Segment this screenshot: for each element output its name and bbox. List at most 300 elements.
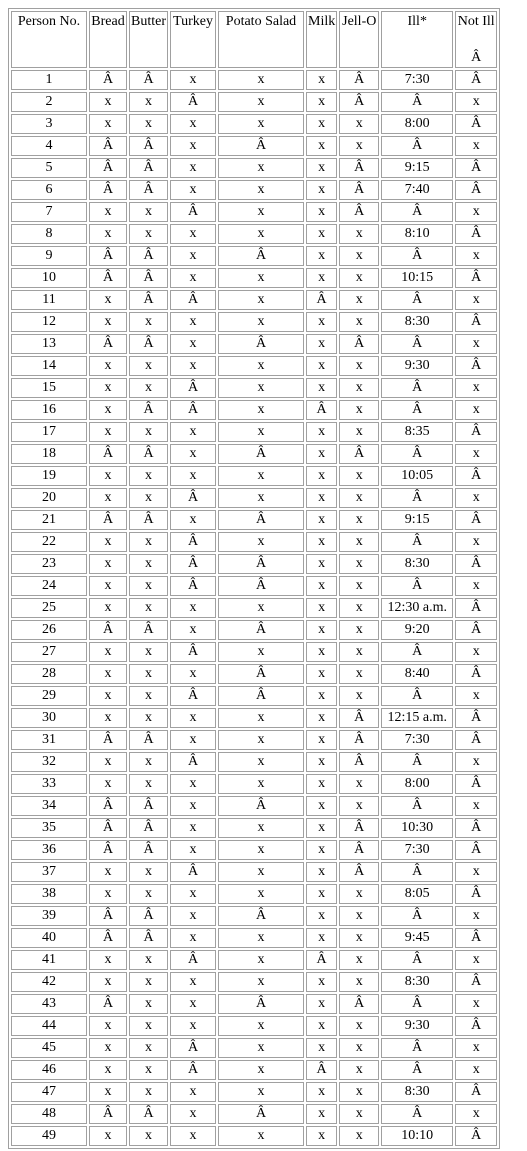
- cell-butter: Â: [129, 290, 168, 310]
- cell-turkey: x: [170, 70, 216, 90]
- cell-bread: x: [89, 554, 127, 574]
- cell-bread: x: [89, 1016, 127, 1036]
- cell-milk: x: [306, 796, 337, 816]
- col-header-not-ill-symbol: Â: [471, 50, 482, 65]
- cell-person-no: 31: [11, 730, 87, 750]
- cell-turkey: Â: [170, 1060, 216, 1080]
- cell-potato-salad: Â: [218, 510, 304, 530]
- cell-not-ill: x: [455, 752, 497, 772]
- table-row: [11, 400, 497, 420]
- cell-milk: x: [306, 884, 337, 904]
- cell-milk: x: [306, 444, 337, 464]
- cell-person-no: 1: [11, 70, 87, 90]
- cell-jello: x: [339, 356, 379, 376]
- cell-turkey: x: [170, 620, 216, 640]
- cell-butter: x: [129, 422, 168, 442]
- cell-person-no: 16: [11, 400, 87, 420]
- table-row: [11, 246, 497, 266]
- cell-potato-salad: x: [218, 950, 304, 970]
- table-row: [11, 686, 497, 706]
- cell-milk: x: [306, 334, 337, 354]
- cell-ill: 8:00: [381, 774, 453, 794]
- cell-jello: x: [339, 114, 379, 134]
- cell-person-no: 23: [11, 554, 87, 574]
- cell-milk: x: [306, 818, 337, 838]
- cell-ill: 8:35: [381, 422, 453, 442]
- cell-jello: x: [339, 378, 379, 398]
- cell-jello: Â: [339, 840, 379, 860]
- cell-jello: x: [339, 774, 379, 794]
- cell-person-no: 20: [11, 488, 87, 508]
- cell-bread: x: [89, 114, 127, 134]
- cell-person-no: 17: [11, 422, 87, 442]
- cell-ill: 8:00: [381, 114, 453, 134]
- cell-turkey: Â: [170, 532, 216, 552]
- cell-person-no: 30: [11, 708, 87, 728]
- cell-milk: x: [306, 906, 337, 926]
- cell-person-no: 47: [11, 1082, 87, 1102]
- cell-bread: Â: [89, 928, 127, 948]
- cell-potato-salad: Â: [218, 1104, 304, 1124]
- cell-jello: x: [339, 1104, 379, 1124]
- table-row: [11, 928, 497, 948]
- cell-milk: x: [306, 158, 337, 178]
- cell-potato-salad: Â: [218, 686, 304, 706]
- cell-potato-salad: x: [218, 752, 304, 772]
- table-row: [11, 444, 497, 464]
- cell-jello: x: [339, 488, 379, 508]
- cell-potato-salad: x: [218, 1016, 304, 1036]
- cell-butter: x: [129, 774, 168, 794]
- cell-turkey: x: [170, 774, 216, 794]
- table-row: [11, 136, 497, 156]
- table-row: [11, 466, 497, 486]
- table-row: [11, 1104, 497, 1124]
- cell-not-ill: x: [455, 92, 497, 112]
- cell-not-ill: Â: [455, 708, 497, 728]
- cell-not-ill: Â: [455, 422, 497, 442]
- cell-potato-salad: x: [218, 928, 304, 948]
- cell-milk: x: [306, 1082, 337, 1102]
- cell-turkey: x: [170, 356, 216, 376]
- cell-person-no: 33: [11, 774, 87, 794]
- cell-jello: Â: [339, 752, 379, 772]
- cell-milk: x: [306, 488, 337, 508]
- cell-person-no: 35: [11, 818, 87, 838]
- cell-turkey: x: [170, 510, 216, 530]
- cell-not-ill: x: [455, 488, 497, 508]
- cell-bread: Â: [89, 1104, 127, 1124]
- cell-butter: x: [129, 356, 168, 376]
- cell-not-ill: x: [455, 642, 497, 662]
- cell-not-ill: Â: [455, 664, 497, 684]
- cell-jello: x: [339, 642, 379, 662]
- cell-ill: 10:15: [381, 268, 453, 288]
- cell-ill: 12:30 a.m.: [381, 598, 453, 618]
- cell-milk: x: [306, 136, 337, 156]
- cell-person-no: 49: [11, 1126, 87, 1146]
- cell-person-no: 2: [11, 92, 87, 112]
- cell-not-ill: x: [455, 334, 497, 354]
- cell-ill: Â: [381, 906, 453, 926]
- cell-potato-salad: x: [218, 774, 304, 794]
- cell-milk: x: [306, 224, 337, 244]
- cell-ill: 8:30: [381, 312, 453, 332]
- cell-butter: Â: [129, 840, 168, 860]
- cell-ill: Â: [381, 950, 453, 970]
- cell-ill: 9:30: [381, 356, 453, 376]
- cell-turkey: x: [170, 114, 216, 134]
- cell-bread: x: [89, 1038, 127, 1058]
- cell-bread: x: [89, 488, 127, 508]
- cell-butter: x: [129, 114, 168, 134]
- cell-jello: x: [339, 224, 379, 244]
- cell-not-ill: Â: [455, 840, 497, 860]
- cell-jello: Â: [339, 202, 379, 222]
- cell-jello: x: [339, 268, 379, 288]
- cell-person-no: 38: [11, 884, 87, 904]
- cell-milk: x: [306, 246, 337, 266]
- cell-ill: Â: [381, 444, 453, 464]
- cell-turkey: x: [170, 1016, 216, 1036]
- col-header-jello: Jell-O: [339, 11, 379, 68]
- table-body: [11, 70, 497, 1146]
- cell-milk: x: [306, 1104, 337, 1124]
- cell-jello: x: [339, 620, 379, 640]
- cell-ill: 8:30: [381, 1082, 453, 1102]
- cell-bread: Â: [89, 246, 127, 266]
- cell-milk: x: [306, 664, 337, 684]
- cell-bread: Â: [89, 334, 127, 354]
- table-row: [11, 224, 497, 244]
- cell-potato-salad: Â: [218, 994, 304, 1014]
- cell-person-no: 28: [11, 664, 87, 684]
- cell-not-ill: Â: [455, 114, 497, 134]
- cell-person-no: 8: [11, 224, 87, 244]
- cell-not-ill: Â: [455, 972, 497, 992]
- cell-jello: x: [339, 422, 379, 442]
- table-row: [11, 554, 497, 574]
- cell-turkey: Â: [170, 400, 216, 420]
- cell-bread: x: [89, 356, 127, 376]
- cell-jello: x: [339, 1060, 379, 1080]
- cell-person-no: 15: [11, 378, 87, 398]
- cell-turkey: Â: [170, 92, 216, 112]
- cell-potato-salad: Â: [218, 554, 304, 574]
- cell-milk: Â: [306, 950, 337, 970]
- cell-bread: x: [89, 422, 127, 442]
- col-header-turkey: Turkey: [170, 11, 216, 68]
- cell-turkey: Â: [170, 378, 216, 398]
- cell-bread: x: [89, 466, 127, 486]
- cell-person-no: 48: [11, 1104, 87, 1124]
- cell-potato-salad: x: [218, 378, 304, 398]
- cell-butter: x: [129, 554, 168, 574]
- cell-bread: x: [89, 862, 127, 882]
- cell-bread: x: [89, 642, 127, 662]
- table-row: [11, 1126, 497, 1146]
- cell-person-no: 42: [11, 972, 87, 992]
- cell-jello: x: [339, 664, 379, 684]
- cell-milk: x: [306, 620, 337, 640]
- cell-ill: 9:45: [381, 928, 453, 948]
- cell-ill: 9:15: [381, 510, 453, 530]
- cell-jello: x: [339, 1038, 379, 1058]
- cell-turkey: x: [170, 422, 216, 442]
- col-header-not-ill: [455, 11, 497, 68]
- cell-ill: Â: [381, 378, 453, 398]
- cell-bread: x: [89, 92, 127, 112]
- cell-jello: x: [339, 290, 379, 310]
- cell-jello: x: [339, 510, 379, 530]
- cell-jello: x: [339, 136, 379, 156]
- cell-not-ill: x: [455, 290, 497, 310]
- cell-person-no: 13: [11, 334, 87, 354]
- cell-not-ill: Â: [455, 268, 497, 288]
- cell-milk: x: [306, 686, 337, 706]
- cell-butter: Â: [129, 180, 168, 200]
- cell-potato-salad: x: [218, 972, 304, 992]
- cell-bread: Â: [89, 730, 127, 750]
- cell-potato-salad: x: [218, 312, 304, 332]
- cell-ill: 8:40: [381, 664, 453, 684]
- cell-butter: Â: [129, 268, 168, 288]
- table-row: [11, 334, 497, 354]
- cell-person-no: 19: [11, 466, 87, 486]
- cell-milk: Â: [306, 290, 337, 310]
- table-row: [11, 906, 497, 926]
- cell-bread: x: [89, 202, 127, 222]
- cell-milk: x: [306, 1038, 337, 1058]
- cell-not-ill: Â: [455, 1016, 497, 1036]
- cell-potato-salad: x: [218, 422, 304, 442]
- cell-jello: x: [339, 532, 379, 552]
- cell-bread: x: [89, 1060, 127, 1080]
- cell-bread: x: [89, 224, 127, 244]
- cell-ill: Â: [381, 290, 453, 310]
- cell-not-ill: Â: [455, 1082, 497, 1102]
- cell-person-no: 5: [11, 158, 87, 178]
- cell-ill: 9:15: [381, 158, 453, 178]
- cell-butter: Â: [129, 158, 168, 178]
- cell-butter: x: [129, 1060, 168, 1080]
- cell-turkey: x: [170, 840, 216, 860]
- cell-potato-salad: Â: [218, 664, 304, 684]
- cell-bread: Â: [89, 620, 127, 640]
- cell-potato-salad: x: [218, 356, 304, 376]
- cell-jello: Â: [339, 708, 379, 728]
- cell-not-ill: x: [455, 576, 497, 596]
- cell-butter: x: [129, 642, 168, 662]
- cell-potato-salad: Â: [218, 444, 304, 464]
- cell-turkey: x: [170, 334, 216, 354]
- cell-person-no: 40: [11, 928, 87, 948]
- cell-turkey: x: [170, 268, 216, 288]
- cell-turkey: Â: [170, 576, 216, 596]
- cell-not-ill: x: [455, 906, 497, 926]
- cell-milk: x: [306, 70, 337, 90]
- cell-turkey: x: [170, 224, 216, 244]
- cell-butter: x: [129, 92, 168, 112]
- cell-not-ill: x: [455, 862, 497, 882]
- cell-ill: Â: [381, 796, 453, 816]
- col-header-milk: Milk: [306, 11, 337, 68]
- table-row: [11, 532, 497, 552]
- cell-not-ill: Â: [455, 1126, 497, 1146]
- cell-butter: Â: [129, 510, 168, 530]
- cell-ill: 12:15 a.m.: [381, 708, 453, 728]
- table-row: [11, 268, 497, 288]
- cell-butter: Â: [129, 796, 168, 816]
- cell-jello: x: [339, 950, 379, 970]
- col-header-bread: Bread: [89, 11, 127, 68]
- cell-person-no: 9: [11, 246, 87, 266]
- table-row: [11, 488, 497, 508]
- cell-potato-salad: x: [218, 268, 304, 288]
- cell-person-no: 29: [11, 686, 87, 706]
- cell-potato-salad: x: [218, 466, 304, 486]
- cell-not-ill: Â: [455, 598, 497, 618]
- cell-milk: x: [306, 1016, 337, 1036]
- cell-milk: Â: [306, 1060, 337, 1080]
- cell-ill: 8:10: [381, 224, 453, 244]
- cell-person-no: 4: [11, 136, 87, 156]
- cell-turkey: x: [170, 972, 216, 992]
- cell-not-ill: Â: [455, 356, 497, 376]
- cell-not-ill: x: [455, 202, 497, 222]
- cell-bread: x: [89, 972, 127, 992]
- cell-potato-salad: x: [218, 1038, 304, 1058]
- cell-milk: x: [306, 774, 337, 794]
- table-row: [11, 730, 497, 750]
- table-row: [11, 1016, 497, 1036]
- cell-milk: x: [306, 268, 337, 288]
- cell-potato-salad: x: [218, 180, 304, 200]
- cell-bread: x: [89, 532, 127, 552]
- cell-person-no: 10: [11, 268, 87, 288]
- cell-jello: x: [339, 1082, 379, 1102]
- cell-ill: Â: [381, 752, 453, 772]
- cell-turkey: x: [170, 136, 216, 156]
- cell-butter: x: [129, 884, 168, 904]
- cell-butter: x: [129, 378, 168, 398]
- table-row: [11, 620, 497, 640]
- cell-turkey: Â: [170, 488, 216, 508]
- cell-bread: Â: [89, 268, 127, 288]
- cell-bread: Â: [89, 510, 127, 530]
- cell-potato-salad: x: [218, 202, 304, 222]
- cell-ill: 7:30: [381, 730, 453, 750]
- cell-turkey: x: [170, 1082, 216, 1102]
- cell-ill: 7:30: [381, 70, 453, 90]
- cell-potato-salad: Â: [218, 620, 304, 640]
- table-row: [11, 774, 497, 794]
- cell-milk: x: [306, 422, 337, 442]
- cell-person-no: 39: [11, 906, 87, 926]
- cell-ill: 10:10: [381, 1126, 453, 1146]
- cell-turkey: x: [170, 598, 216, 618]
- cell-jello: x: [339, 598, 379, 618]
- table-row: [11, 884, 497, 904]
- cell-person-no: 18: [11, 444, 87, 464]
- cell-ill: Â: [381, 1038, 453, 1058]
- cell-not-ill: Â: [455, 312, 497, 332]
- cell-bread: Â: [89, 818, 127, 838]
- cell-bread: x: [89, 312, 127, 332]
- cell-turkey: Â: [170, 290, 216, 310]
- cell-potato-salad: Â: [218, 246, 304, 266]
- cell-milk: x: [306, 554, 337, 574]
- table-row: [11, 796, 497, 816]
- cell-milk: x: [306, 708, 337, 728]
- cell-butter: x: [129, 312, 168, 332]
- cell-ill: 9:30: [381, 1016, 453, 1036]
- cell-jello: x: [339, 576, 379, 596]
- table-row: [11, 576, 497, 596]
- table-row: [11, 818, 497, 838]
- cell-milk: x: [306, 92, 337, 112]
- cell-jello: Â: [339, 158, 379, 178]
- cell-potato-salad: x: [218, 158, 304, 178]
- cell-not-ill: Â: [455, 884, 497, 904]
- cell-person-no: 3: [11, 114, 87, 134]
- cell-butter: Â: [129, 136, 168, 156]
- cell-bread: x: [89, 378, 127, 398]
- table-row: [11, 510, 497, 530]
- cell-ill: Â: [381, 334, 453, 354]
- cell-jello: Â: [339, 334, 379, 354]
- cell-person-no: 36: [11, 840, 87, 860]
- cell-bread: x: [89, 1126, 127, 1146]
- cell-not-ill: Â: [455, 928, 497, 948]
- cell-not-ill: x: [455, 400, 497, 420]
- cell-turkey: x: [170, 664, 216, 684]
- cell-turkey: x: [170, 1104, 216, 1124]
- cell-not-ill: Â: [455, 466, 497, 486]
- cell-person-no: 27: [11, 642, 87, 662]
- cell-not-ill: x: [455, 796, 497, 816]
- cell-butter: x: [129, 686, 168, 706]
- cell-bread: x: [89, 708, 127, 728]
- cell-bread: x: [89, 290, 127, 310]
- cell-ill: 7:40: [381, 180, 453, 200]
- cell-butter: x: [129, 1038, 168, 1058]
- cell-milk: x: [306, 510, 337, 530]
- cell-bread: x: [89, 576, 127, 596]
- cell-ill: 10:05: [381, 466, 453, 486]
- cell-person-no: 32: [11, 752, 87, 772]
- cell-potato-salad: x: [218, 730, 304, 750]
- table-row: [11, 752, 497, 772]
- cell-butter: x: [129, 576, 168, 596]
- cell-jello: x: [339, 686, 379, 706]
- cell-butter: x: [129, 862, 168, 882]
- cell-turkey: x: [170, 818, 216, 838]
- cell-bread: Â: [89, 444, 127, 464]
- cell-ill: Â: [381, 202, 453, 222]
- cell-potato-salad: x: [218, 1126, 304, 1146]
- cell-jello: x: [339, 246, 379, 266]
- cell-jello: Â: [339, 180, 379, 200]
- table-row: [11, 598, 497, 618]
- cell-ill: 8:05: [381, 884, 453, 904]
- cell-ill: 10:30: [381, 818, 453, 838]
- cell-bread: Â: [89, 180, 127, 200]
- cell-person-no: 12: [11, 312, 87, 332]
- cell-milk: x: [306, 928, 337, 948]
- cell-person-no: 46: [11, 1060, 87, 1080]
- cell-potato-salad: Â: [218, 576, 304, 596]
